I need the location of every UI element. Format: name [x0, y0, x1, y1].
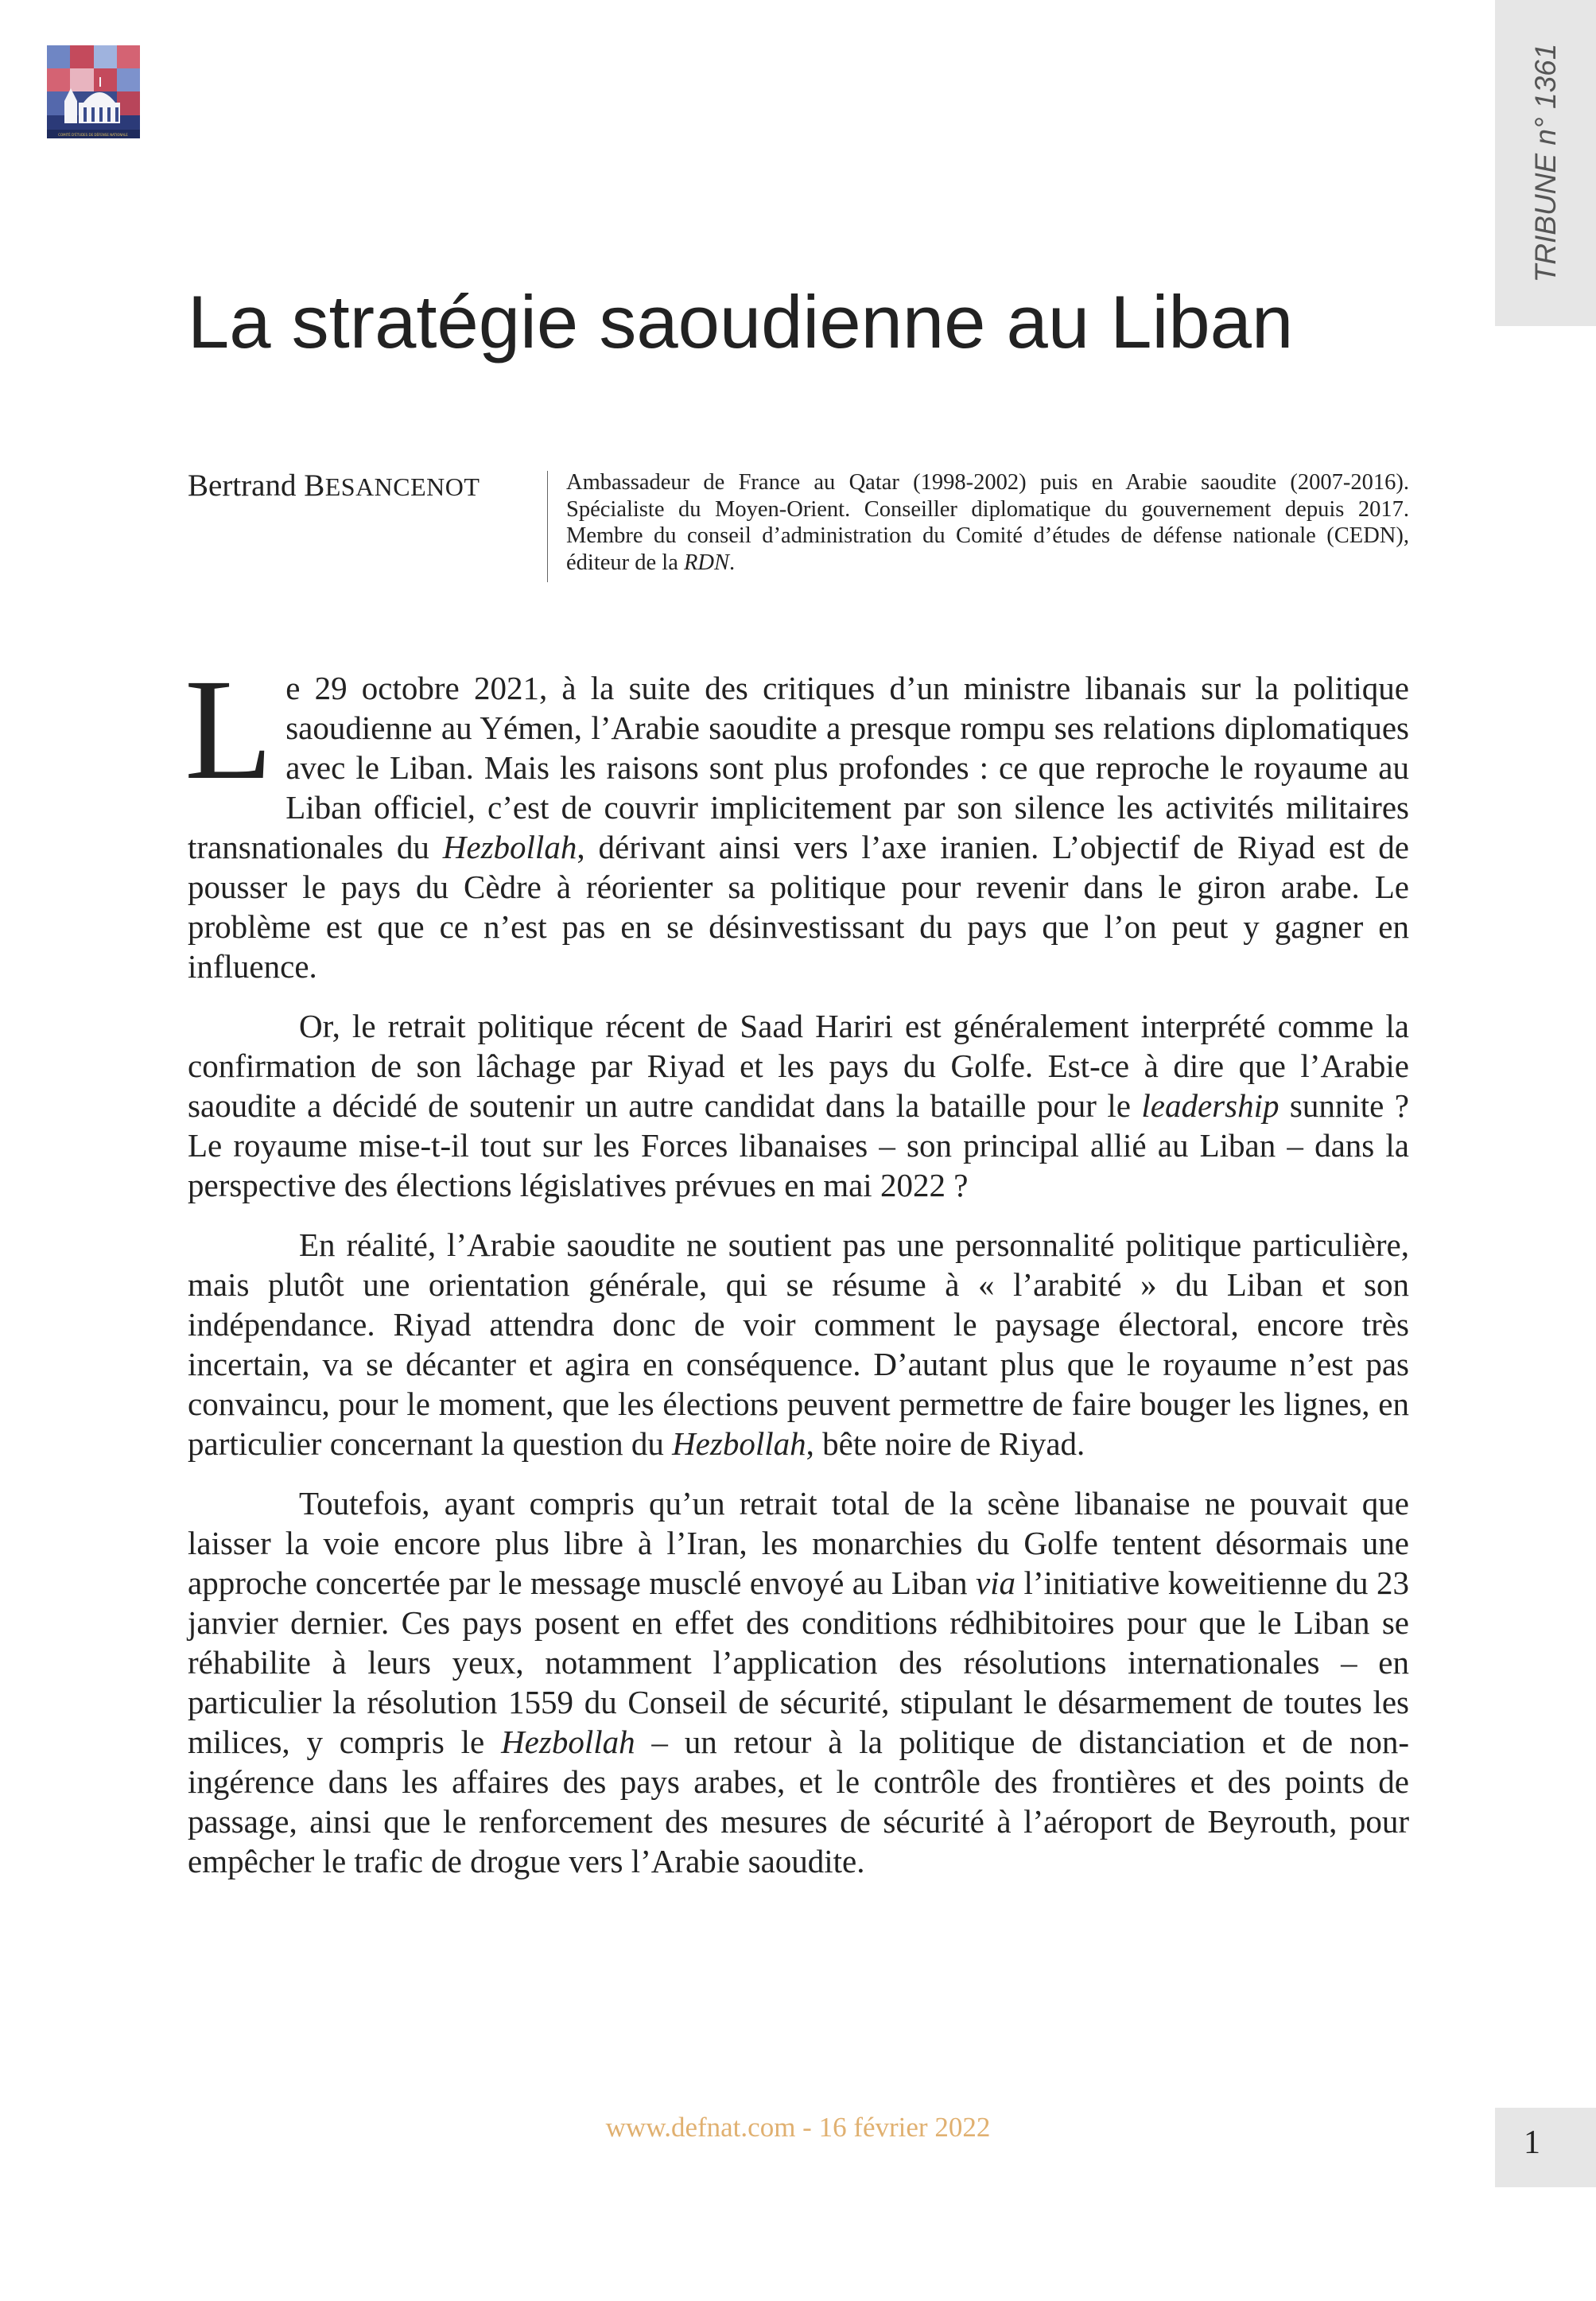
page-number-tab: [1495, 2108, 1596, 2187]
paragraph-3: En réalité, l’Arabie saoudite ne soutient pas une personnalité politique particulière, mais plutôt une orientation générale, qui se résume à « l’arabité » du Liban et son indépendance. Riyad attendra donc de voir comment le paysage électoral, encore très incertain, va se décanter et agira en conséquence. D’autant plus que le royaume n’est pas convaincu, pour le moment, que les élections peuvent permettre de faire bouger les lignes, en particulier concernant la question du Hezbollah, bête noire de Riyad.: [188, 1226, 1409, 1462]
cedn-building-logo-icon: [47, 45, 140, 138]
author-last-initial: B: [304, 468, 325, 503]
author-first-name: Bertrand: [188, 468, 297, 503]
paragraph-1: Le 29 octobre 2021, à la suite des critiques d’un ministre libanais sur la politique saoudienne au Yémen, l’Arabie saoudite a presque rompu ses relations diplomatiques avec le Liban. Mais les raisons sont plus profondes : ce que reproche le royaume au Liban officiel, c’est de couvrir implicitement par son silence les activités militaires transnationales du Hezbollah, dérivant ainsi vers l’axe iranien. L’objectif de Riyad est de pousser le pays du Cèdre à réorienter sa politique pour revenir dans le giron arabe. Le problème est que ce n’est pas en se désinvestissant du pays que l’on peut y gagner en influence.: [184, 650, 1409, 985]
author-divider: [547, 471, 548, 582]
author-last-name: [304, 468, 480, 503]
page-number: 1: [1524, 2124, 1540, 2161]
logo-caption: COMITÉ D'ÉTUDES DE DÉFENSE NATIONALE: [58, 133, 128, 137]
drop-cap: L: [184, 650, 274, 810]
footer-website-link[interactable]: www.defnat.com - 16 février 2022: [605, 2112, 991, 2143]
article-body: [184, 650, 1410, 1901]
author-bio: Ambassadeur de France au Qatar (1998-2002) puis en Arabie saoudite (2007-2016). Spécialiste du Moyen-Orient. Conseiller diplomatique du gouvernement depuis 2017. Membre du conseil d’administration du Comité d’études de défense nationale (CEDN), éditeur de la RDN.: [566, 470, 1409, 575]
paragraph-4: Toutefois, ayant compris qu’un retrait total de la scène libanaise ne pouvait que laisser la voie encore plus libre à l’Iran, les monarchies du Golfe tentent désormais une approche concertée par le message musclé envoyé au Liban via l’initiative koweitienne du 23 janvier dernier. Ces pays posent en effet des conditions rédhibitoires pour que le Liban se réhabilite à leurs yeux, notamment l’application des résolutions internationales – en particulier la résolution 1559 du Conseil de sécurité, stipulant le désarmement de toutes les milices, y compris le Hezbollah – un retour à la politique de distanciation et de non-ingérence dans les affaires des pays arabes, et le contrôle des frontières et des points de passage, ainsi que le renforcement des mesures de sécurité à l’aéroport de Beyrouth, pour empêcher le trafic de drogue vers l’Arabie saoudite.: [188, 1485, 1410, 1879]
author-name: [188, 468, 480, 503]
series-tab: [1495, 0, 1596, 326]
cedn-logo: [47, 45, 140, 138]
series-label: TRIBUNE n° 1361: [1529, 43, 1562, 283]
paragraph-2: Or, le retrait politique récent de Saad Hariri est généralement interprété comme la confirmation de son lâchage par Riyad et les pays du Golfe. Est-ce à dire que l’Arabie saoudite a décidé de soutenir un autre candidat dans la bataille pour le leadership sunnite ? Le royaume mise-t-il tout sur les Forces libanaises – son principal allié au Liban – dans la perspective des élections législatives prévues en mai 2022 ?: [188, 1008, 1409, 1203]
author-last-rest: ESANCENOT: [324, 472, 480, 501]
article-title: La stratégie saoudienne au Liban: [188, 280, 1294, 363]
